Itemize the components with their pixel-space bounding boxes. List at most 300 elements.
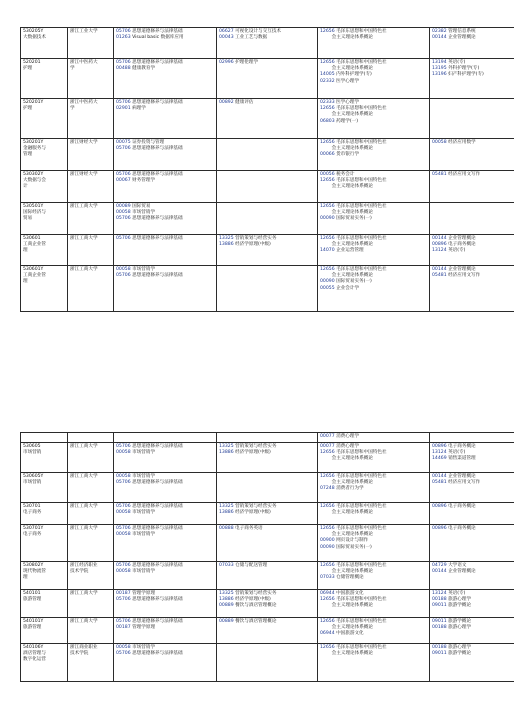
course-name: Visual basic 数据库应用 [130,35,184,41]
major-cell [21,266,68,312]
major-cell-line: 540106Y [23,645,44,650]
school-cell-line: 浙江工商大学 [70,444,98,449]
course-name: 电子商务概论 [446,444,476,449]
course-cell-d [430,59,514,99]
course-name: 毛泽东思想和中国特色社 [334,504,387,509]
course-name: 营销策划与经营实务 [233,236,277,241]
course-code: 13325 [219,591,234,596]
course-name: 电子商务概论 [446,526,476,531]
course-entry [432,625,514,631]
school-cell [68,525,114,562]
course-code: 05706 [116,480,131,486]
course-code: 02333 [320,100,335,105]
major-cell-line: 540101Y [23,619,44,624]
course-code: 00055 [320,285,335,291]
course-name: 思想道德修养与法律基础 [130,146,183,152]
course-code: 01263 [116,35,131,41]
course-cell-a [114,139,217,171]
course-name: 经济应用文写作 [446,480,481,486]
course-name: 会主义理论体系概论 [320,35,374,41]
course-entry [219,242,315,248]
major-cell-line: 现代物流管 [23,569,46,575]
course-entry [116,66,214,72]
course-code: 12656 [320,504,335,509]
course-cell-b [217,235,318,266]
course-name: 市场营销学 [130,474,156,479]
course-cell-d [430,525,514,562]
course-name: 企业管理概论 [446,474,476,479]
course-cell-c [318,473,430,503]
course-cell-d [430,266,514,312]
course-cell-c [318,443,430,473]
course-code: 02382 [432,29,447,34]
course-entry [116,510,214,516]
course-entry [116,532,214,538]
course-entry [320,456,427,462]
course-name: 毛泽东思想和中国特色社 [334,474,387,479]
school-cell-line: 浙江工商大学 [70,591,98,596]
course-name: 会主义理论体系概论 [320,112,374,118]
course-entry [320,575,427,581]
course-name: 外科护理学(专) [446,66,480,72]
course-name: 管理学原理 [130,625,156,631]
course-cell-b [217,473,318,503]
major-cell-line: 电子商务 [23,532,42,538]
course-code: 05706 [116,146,131,152]
course-name: 中国旅游文化 [334,631,364,637]
empty-cell [217,433,318,443]
school-cell [68,203,114,235]
course-cell-c [318,266,430,312]
course-cell-c [318,503,430,525]
course-name: 会主义理论体系概论 [320,242,374,248]
course-name: 英语(专) [446,60,466,65]
major-cell [21,644,68,682]
course-table-bottom [20,432,514,682]
course-code: 00077 [320,434,335,439]
course-code: 00889 [219,603,234,609]
course-code: 14469 [432,456,447,462]
course-name: 企业会计学 [334,285,360,291]
course-name: 餐饮与酒店管理概论 [233,619,277,624]
course-cell-d [430,503,514,525]
course-name: 经济应用文写作 [446,172,481,177]
table-row [21,503,514,525]
course-name: 会主义理论体系概论 [320,651,374,657]
table-row [21,99,514,139]
course-cell-c [318,590,430,618]
table-row [21,618,514,644]
course-code: 13886 [219,242,234,248]
course-code: 00144 [432,236,447,241]
course-code: 05706 [116,563,131,568]
course-entry [320,184,427,190]
course-cell-d [430,235,514,266]
course-cell-a [114,59,217,99]
major-cell-line: 酒店管理与 [23,651,46,657]
course-code: 02996 [219,60,234,65]
school-cell-line: 浙江工商大学 [70,204,98,209]
course-code: 00488 [116,66,131,72]
major-cell-line: 530605 [23,444,41,449]
course-code: 12656 [320,60,335,65]
school-cell-line: 浙江工业大学 [70,29,98,34]
course-cell-d [430,562,514,590]
course-name: 思想道德修养与法律基础 [130,216,183,222]
course-code: 00058 [116,532,131,538]
course-name: 思想道德修养与法律基础 [130,504,183,509]
school-cell [68,473,114,503]
course-name: 思想道德修养与法律基础 [130,651,183,657]
course-code: 05706 [116,504,131,509]
school-cell-line: 浙江财经大学 [70,172,98,177]
course-code: 00058 [116,267,131,272]
course-cell-d [430,171,514,203]
major-cell-line: 市场营销 [23,480,42,486]
course-code: 00144 [432,474,447,479]
course-code: 05706 [116,526,131,531]
school-cell-line: 学 [70,66,75,72]
course-code: 00075 [116,140,131,145]
course-name: 会主义理论体系概论 [320,456,374,462]
course-cell-b [217,618,318,644]
course-name: 财务管理学 [130,178,156,184]
course-code: 00187 [116,625,131,631]
course-entry [116,236,214,242]
course-name: 市场营销学 [130,210,156,216]
major-cell-line: 管理 [23,152,33,158]
major-cell-line: 计 [23,184,28,190]
course-name: 营销策划与经营实务 [233,504,277,509]
major-cell [21,562,68,590]
school-cell [68,644,114,682]
course-cell-c [318,28,430,59]
school-cell [68,618,114,644]
course-code: 12656 [320,236,335,241]
school-cell [68,590,114,618]
course-entry [116,625,214,631]
course-name: 会主义理论体系概论 [320,603,374,609]
course-cell-a [114,171,217,203]
course-entry [219,510,315,516]
course-entry [432,72,514,78]
course-name: 税务会计 [334,172,355,177]
course-code: 12656 [320,474,335,479]
course-code: 12656 [320,526,335,531]
course-code: 05706 [116,619,131,624]
course-name: 证券投资与管理 [130,140,165,145]
course-cell-b [217,171,318,203]
course-entry [320,545,427,551]
major-cell-line: 530605Y [23,474,44,479]
course-name: 英语(专) [446,450,466,456]
school-cell [68,28,114,59]
course-table-top [20,27,514,312]
course-entry [219,603,315,609]
course-name: 会主义理论体系概论 [320,510,374,516]
course-entry [116,273,214,279]
course-entry [219,563,315,569]
course-code: 05706 [116,597,131,603]
course-cell-c [318,525,430,562]
course-entry [432,651,514,657]
course-code: 13886 [219,597,234,603]
major-cell-line: 大数据与会 [23,178,46,184]
course-cell-b [217,99,318,139]
course-code: 00058 [432,140,447,145]
course-cell-a [114,235,217,266]
course-name: 思想道德修养与法律基础 [130,619,183,624]
major-cell-line: 530601 [23,236,41,241]
course-cell-c [318,171,430,203]
course-entry [432,504,514,510]
course-cell-a [114,525,217,562]
course-name: 毛泽东思想和中国特色社 [334,236,387,241]
course-name: 企业运营管理 [334,248,364,254]
major-cell [21,59,68,99]
course-name: 思想道德修养与法律基础 [130,526,183,531]
course-entry [116,597,214,603]
course-code: 12656 [320,140,335,145]
course-name: 国际贸易 [130,204,151,209]
course-entry [320,286,427,292]
course-code: 05706 [116,236,131,241]
course-cell-a [114,590,217,618]
course-cell-b [217,443,318,473]
course-code: 12656 [320,645,335,650]
table-row [21,59,514,99]
course-entry [320,631,427,637]
course-code: 12656 [320,563,335,568]
course-name: 旅游心理学 [446,597,472,603]
course-cell-d [430,139,514,171]
course-name: 毛泽东思想和中国特色社 [334,178,387,184]
course-cell-b [217,503,318,525]
course-cell-d [430,590,514,618]
course-code: 05706 [116,216,131,222]
school-cell [68,171,114,203]
course-name: 毛泽东思想和中国特色社 [334,450,387,456]
school-cell [68,99,114,139]
course-code: 00090 [320,279,335,285]
course-name: 会主义理论体系概论 [320,532,374,538]
course-entry [219,526,315,532]
course-code: 00187 [116,591,131,596]
school-cell [68,266,114,312]
school-cell [68,562,114,590]
major-cell-line: 530205Y [23,29,44,34]
major-cell-line: 530802Y [23,563,44,568]
course-code: 00058 [116,474,131,479]
course-name: 营销策划与经营实务 [233,444,277,449]
course-name: 仓储与配送管理 [233,563,268,568]
major-cell [21,590,68,618]
course-code: 12656 [320,204,335,209]
major-cell [21,139,68,171]
course-code: 05706 [116,172,131,177]
course-code: 00888 [219,526,234,531]
course-cell-a [114,503,217,525]
major-cell-line: 工商企业管 [23,273,46,279]
course-entry [320,35,427,41]
school-cell-line: 浙江财经大学 [70,140,98,145]
course-name: 毛泽东思想和中国特色社 [334,645,387,650]
course-name: 毛泽东思想和中国特色社 [334,619,387,624]
table-row [21,562,514,590]
course-name: 经济应用数学 [446,140,476,145]
course-name: 会主义理论体系概论 [320,569,374,575]
school-cell [68,139,114,171]
course-name: 中国旅游文化 [334,591,364,596]
course-code: 00058 [116,645,131,650]
course-code: 05481 [432,273,447,279]
major-cell [21,99,68,139]
course-entry [320,434,427,440]
course-cell-d [430,473,514,503]
school-cell-line: 浙江工商大学 [70,236,98,241]
course-code: 07033 [320,575,335,581]
course-cell-b [217,139,318,171]
course-code: 13325 [219,236,234,241]
course-code: 05706 [116,29,131,34]
course-name: 护理伦理学 [233,60,259,65]
course-code: 12656 [320,178,335,184]
course-code: 13196 [432,72,447,78]
course-name: 管理学原理 [130,591,156,596]
course-name: 英语(专) [446,591,466,596]
table-row [21,525,514,562]
course-name: 会主义理论体系概论 [320,625,374,631]
course-code: 13325 [219,504,234,509]
major-cell-line: 520201 [23,60,41,65]
course-cell-c [318,618,430,644]
course-entry [116,146,214,152]
course-code: 00067 [116,178,131,184]
course-cell-d [430,28,514,59]
course-name: 可视化设计与交互技术 [233,29,282,34]
school-cell-line: 学 [70,106,75,112]
course-entry [320,119,427,125]
course-name: 市场营销学 [130,532,156,538]
course-name: 内外科护理学(专) [334,72,372,78]
school-cell [68,443,114,473]
course-code: 00896 [432,444,447,449]
empty-cell [430,433,514,443]
major-cell-line: 理 [23,279,28,285]
course-cell-a [114,618,217,644]
course-name: 仓储管理概论 [334,575,364,581]
course-entry [219,100,315,106]
major-cell-line: 金融服务与 [23,146,46,152]
course-code: 13124 [432,450,447,456]
course-cell-b [217,644,318,682]
school-cell-line: 浙江工商大学 [70,526,98,531]
course-code: 13124 [432,591,447,596]
course-code: 00058 [116,450,131,456]
course-cell-b [217,203,318,235]
course-code: 13124 [432,248,447,254]
course-name: 国际贸易实务(一) [334,216,372,222]
course-code: 00896 [432,242,447,248]
course-name: 大学语文 [446,563,467,568]
course-name: 健康评估 [233,100,254,105]
course-code: 00892 [219,100,234,105]
school-cell-line: 浙江工商大学 [70,474,98,479]
course-cell-b [217,266,318,312]
course-code: 02901 [116,106,131,112]
course-code: 13195 [432,66,447,72]
course-name: 国际贸易实务(一) [334,279,372,285]
major-cell-line: 530701 [23,504,41,509]
major-cell-line: 国际经济与 [23,210,46,216]
course-name: 英语(专) [446,248,466,254]
course-entry [320,603,427,609]
course-cell-a [114,203,217,235]
course-name: 会主义理论体系概论 [320,210,374,216]
course-name: 电子商务概论 [446,242,476,248]
course-name: 经济学原理(中级) [233,450,271,456]
course-code: 09011 [432,651,447,657]
course-name: 经济学原理(中级) [233,242,271,248]
major-cell [21,473,68,503]
course-entry [116,216,214,222]
course-name: 电子商务概论 [446,504,476,509]
course-name: 营销策划与经营实务 [233,591,277,596]
course-cell-c [318,203,430,235]
course-name: 思想道德修养与法律基础 [130,563,183,568]
course-name: 餐饮与酒店管理概论 [233,603,277,609]
course-code: 05481 [432,172,447,177]
course-name: 思想道德修养与法律基础 [130,100,183,105]
course-entry [432,569,514,575]
course-cell-c [318,644,430,682]
course-cell-b [217,525,318,562]
course-code: 00900 [320,538,335,544]
course-name: 会主义理论体系概论 [320,273,374,279]
course-code: 05706 [116,100,131,105]
course-name: 旅游学概论 [446,619,472,624]
major-cell [21,28,68,59]
course-code: 00090 [320,544,335,550]
course-code: 07248 [320,486,335,492]
table-row [21,644,514,682]
course-name: 消费心理学 [334,444,360,449]
course-code: 13886 [219,510,234,516]
course-entry [320,651,427,657]
course-name: 思想道德修养与法律基础 [130,273,183,279]
school-cell-line: 浙江工商大学 [70,267,98,272]
course-code: 06627 [219,29,234,34]
course-entry [320,248,427,254]
course-name: 经济学原理(中级) [233,597,271,603]
table-row [21,235,514,266]
course-name: 旅游学概论 [446,603,472,609]
course-code: 05706 [116,60,131,65]
course-code: 00896 [432,526,447,531]
course-name: 销售渠道管理 [446,456,476,462]
course-name: 市场营销学 [130,267,156,272]
course-code: 12656 [320,29,335,34]
course-code: 05481 [432,480,447,486]
course-code: 07033 [219,563,234,568]
course-entry [116,178,214,184]
school-cell-line: 浙江工商大学 [70,504,98,509]
course-code: 00066 [320,152,335,158]
course-code: 00077 [320,444,335,449]
course-name: 思想道德修养与法律基础 [130,60,183,65]
course-entry [432,273,514,279]
school-cell-line: 技术学院 [70,569,89,575]
